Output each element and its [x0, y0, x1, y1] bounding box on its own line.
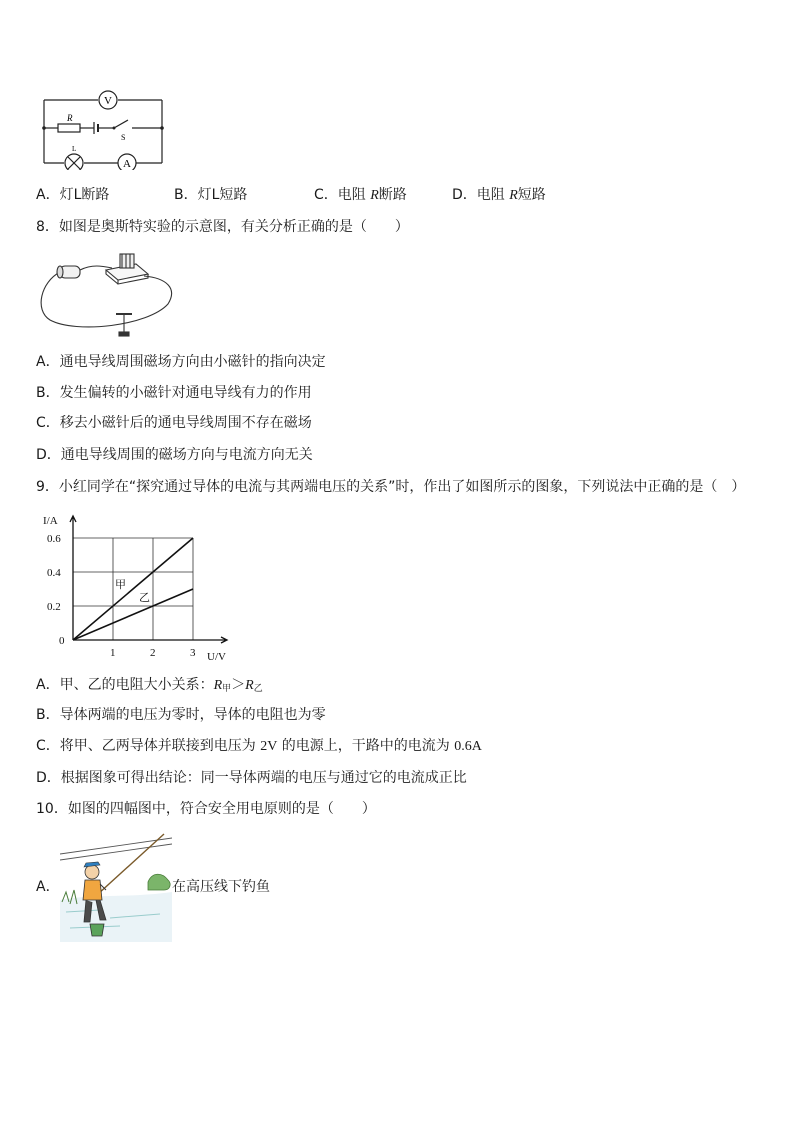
q8-stem: 8．如图是奥斯特实验的示意图，有关分析正确的是（ ）: [36, 219, 409, 235]
q8-option-c[interactable]: C．移去小磁针后的通电导线周围不存在磁场: [36, 415, 312, 431]
y-axis: [70, 516, 76, 640]
x-axis: [73, 637, 227, 643]
q7-option-b[interactable]: B．灯L短路: [174, 187, 248, 203]
q10-option-a-label[interactable]: A．: [36, 879, 60, 895]
tick-label-x: 3: [190, 647, 196, 659]
switch-label: S: [121, 133, 126, 142]
x-axis-label: U/V: [207, 651, 226, 663]
tick-label-x: 0: [59, 635, 65, 647]
y-axis-label: I/A: [43, 515, 58, 527]
q7-option-d[interactable]: D．电阻 R短路: [452, 187, 546, 203]
tick-label-x: 2: [150, 647, 156, 659]
q8-option-d[interactable]: D．通电导线周围的磁场方向与电流方向无关: [36, 447, 313, 463]
q9-stem: 9．小红同学在“探究通过导体的电流与其两端电压的关系”时，作出了如图所示的图象，下列说法中正确的是（ ）: [36, 479, 746, 495]
q9-option-b[interactable]: B．导体两端的电压为零时，导体的电阻也为零: [36, 707, 326, 723]
resistor-label: R: [67, 113, 73, 123]
lamp-label: L: [72, 145, 77, 153]
q7-option-c[interactable]: C．电阻 R断路: [314, 187, 407, 203]
ammeter-label: A: [123, 158, 131, 170]
voltmeter-label: V: [104, 95, 112, 107]
series-label-yi: 乙: [139, 592, 150, 605]
tick-label-y: 0.6: [47, 533, 61, 545]
series-line-yi: [73, 589, 193, 640]
q10-option-a-text[interactable]: 在高压线下钓鱼: [172, 879, 270, 895]
oersted-experiment-figure: [36, 248, 176, 338]
q7-option-a[interactable]: A．灯L断路: [36, 187, 110, 203]
q8-option-b[interactable]: B．发生偏转的小磁针对通电导线有力的作用: [36, 385, 312, 401]
q10-stem: 10．如图的四幅图中，符合安全用电原则的是（ ）: [36, 801, 376, 817]
tick-label-y: 0.4: [47, 567, 61, 579]
q8-option-a[interactable]: A．通电导线周围磁场方向由小磁针的指向决定: [36, 354, 326, 370]
circuit-diagram: [36, 88, 171, 170]
q9-option-d[interactable]: D．根据图象可得出结论：同一导体两端的电压与通过它的电流成正比: [36, 770, 467, 786]
tick-label-x: 1: [110, 647, 116, 659]
q9-option-a[interactable]: A．甲、乙的电阻大小关系：$R_甲>R_乙$: [36, 677, 263, 694]
iu-graph: [36, 506, 232, 664]
series-line-jia: [73, 538, 193, 640]
tick-label-y: 0.2: [47, 601, 61, 613]
fishing-under-power-line-illustration: [60, 832, 172, 942]
series-label-jia: 甲: [115, 579, 126, 592]
q9-option-c[interactable]: C．将甲、乙两导体并联接到电压为 2V 的电源上，干路中的电流为 0.6A: [36, 738, 482, 754]
